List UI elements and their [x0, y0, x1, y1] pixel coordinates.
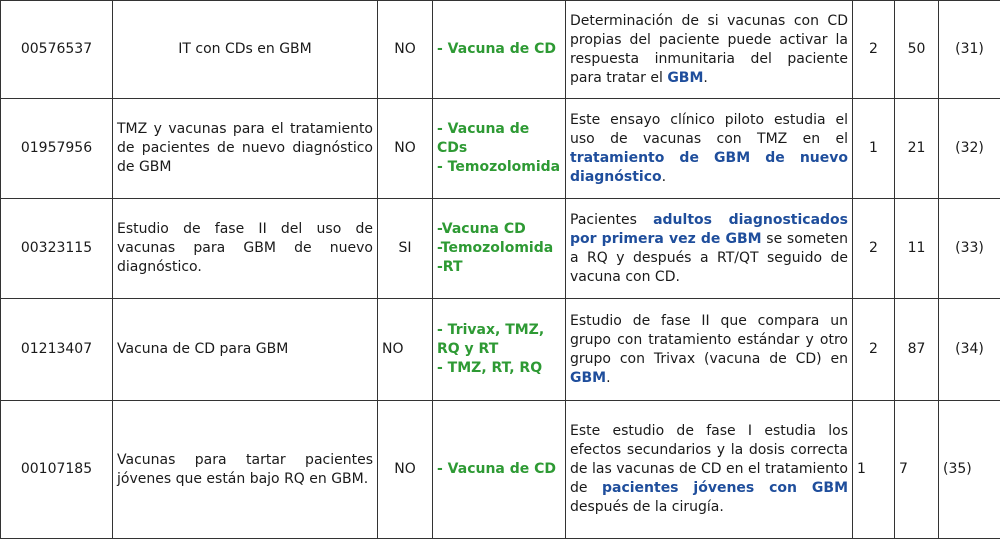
treatment-item: -RT	[437, 259, 463, 275]
description-text: después de la cirugía.	[570, 499, 724, 515]
control-cell: NO	[378, 1, 433, 99]
treatment-item: -Temozolomida	[437, 240, 554, 256]
reference-cell: (33)	[939, 199, 1000, 299]
treatment-cell	[433, 99, 566, 199]
treatment-cell	[433, 401, 566, 539]
description-text: Estudio de fase II que compara un grupo con tratamiento estándar y otro grupo con Trivax (vacuna de CD) en	[570, 312, 848, 367]
table-row	[1, 199, 1000, 299]
trial-id-cell: 01213407	[1, 299, 113, 401]
treatment-cell	[433, 199, 566, 299]
treatment-item: - TMZ, RT, RQ	[437, 360, 543, 376]
trial-title-cell: Vacuna de CD para GBM	[113, 299, 378, 401]
description-highlight: pacientes jóvenes con GBM	[601, 480, 848, 496]
table-row	[1, 401, 1000, 539]
description-text: .	[661, 168, 667, 185]
trial-title-cell: TMZ y vacunas para el tratamiento de pacientes de nuevo diagnóstico de GBM	[113, 99, 378, 199]
reference-cell: (35)	[939, 401, 1000, 539]
treatment-item: - Vacuna de CD	[437, 461, 557, 477]
participants-cell: 11	[895, 199, 939, 299]
description-text: Este estudio de fase I estudia los efectos secundarios y la dosis correcta de las vacunas de CD en el tratamiento de	[570, 423, 848, 496]
phase-cell: 2	[853, 199, 895, 299]
participants-cell: 50	[895, 1, 939, 99]
participants-cell: 21	[895, 99, 939, 199]
trial-id-cell: 01957956	[1, 99, 113, 199]
phase-cell: 1	[853, 401, 895, 539]
trial-id-cell: 00576537	[1, 1, 113, 99]
trial-title-cell: IT con CDs en GBM	[113, 1, 378, 99]
reference-cell: (31)	[939, 1, 1000, 99]
phase-cell: 2	[853, 299, 895, 401]
control-cell: NO	[378, 99, 433, 199]
control-cell: NO	[378, 299, 433, 401]
description-text: Determinación de si vacunas con CD propias del paciente puede activar la respuesta inmunitaria del paciente para tratar el	[570, 12, 848, 86]
description-highlight: GBM	[570, 369, 607, 386]
trial-title-cell: Estudio de fase II del uso de vacunas para GBM de nuevo diagnóstico.	[113, 199, 378, 299]
reference-cell: (34)	[939, 299, 1000, 401]
treatment-cell	[433, 299, 566, 401]
description-highlight: tratamiento de GBM de nuevo diagnóstico	[570, 149, 848, 185]
phase-cell: 2	[853, 1, 895, 99]
description-cell	[566, 99, 853, 199]
table-row	[1, 99, 1000, 199]
treatment-item: -Vacuna CD	[437, 221, 526, 237]
treatment-item: - Temozolomida	[437, 159, 561, 175]
reference-cell: (32)	[939, 99, 1000, 199]
treatment-item: - Trivax, TMZ, RQ y RT	[437, 322, 545, 357]
description-cell	[566, 401, 853, 539]
control-cell: SI	[378, 199, 433, 299]
treatment-cell	[433, 1, 566, 99]
control-cell: NO	[378, 401, 433, 539]
phase-cell: 1	[853, 99, 895, 199]
table-body	[1, 1, 1000, 539]
description-highlight: GBM	[667, 69, 704, 86]
trial-id-cell: 00107185	[1, 401, 113, 539]
description-highlight: adultos diagnosticados por primera vez de GBM	[570, 211, 849, 247]
description-text: .	[606, 369, 611, 386]
description-text: .	[703, 69, 708, 86]
description-text: Este ensayo clínico piloto estudia el uso de vacunas con TMZ en el	[570, 111, 848, 147]
description-cell	[566, 299, 853, 401]
treatment-item: - Vacuna de CD	[437, 41, 557, 57]
treatment-item: - Vacuna de CDs	[437, 121, 530, 156]
trial-id-cell: 00323115	[1, 199, 113, 299]
participants-cell: 87	[895, 299, 939, 401]
description-text: se someten a RQ y después a RT/QT seguido de vacuna con CD.	[570, 230, 848, 285]
table-row	[1, 1, 1000, 99]
table-row	[1, 299, 1000, 401]
description-cell	[566, 199, 853, 299]
participants-cell: 7	[895, 401, 939, 539]
description-text: Pacientes	[570, 211, 654, 228]
description-cell	[566, 1, 853, 99]
trial-title-cell: Vacunas para tartar pacientes jóvenes que están bajo RQ en GBM.	[113, 401, 378, 539]
